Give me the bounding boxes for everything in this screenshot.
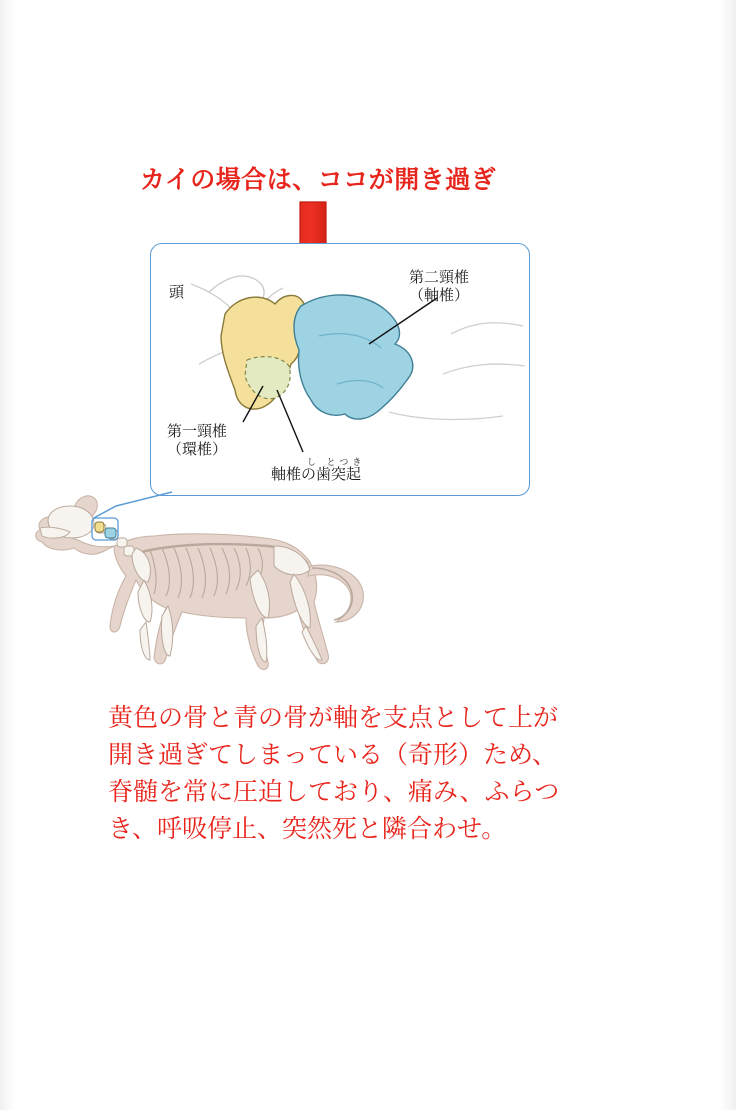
label-atlas-c1	[167, 423, 227, 460]
caption-text	[108, 700, 668, 848]
dog-skeleton-illustration	[18, 470, 398, 685]
vertebrae-callout-box	[150, 243, 530, 496]
label-head: 頭	[169, 284, 185, 301]
label-atlas-c1-line1: 第一頸椎	[167, 423, 228, 440]
caption-line-1: 黄色の骨と青の骨が軸を支点として上が	[108, 704, 559, 732]
caption-line-4: き、呼吸停止、突然死と隣合わせ。	[108, 815, 507, 843]
page-edge-left-shadow	[0, 0, 14, 1110]
caption-line-3: 脊髄を常に圧迫しており、痛み、ふらつ	[108, 778, 560, 806]
label-axis-c2-line2: （軸椎）	[409, 287, 470, 305]
label-dens-ruby: し とつき	[307, 457, 366, 467]
label-atlas-c1-line2: （環椎）	[167, 441, 228, 459]
label-axis-c2	[409, 269, 469, 306]
headline-text: カイの場合は、ココが開き過ぎ	[140, 166, 497, 194]
label-dens-text: 軸椎の歯突起	[271, 465, 362, 483]
label-axis-c2-line1: 第二頸椎	[409, 269, 470, 286]
page-edge-right-shadow	[720, 0, 736, 1110]
caption-line-2: 開き過ぎてしまっている（奇形）ため、	[108, 741, 558, 769]
